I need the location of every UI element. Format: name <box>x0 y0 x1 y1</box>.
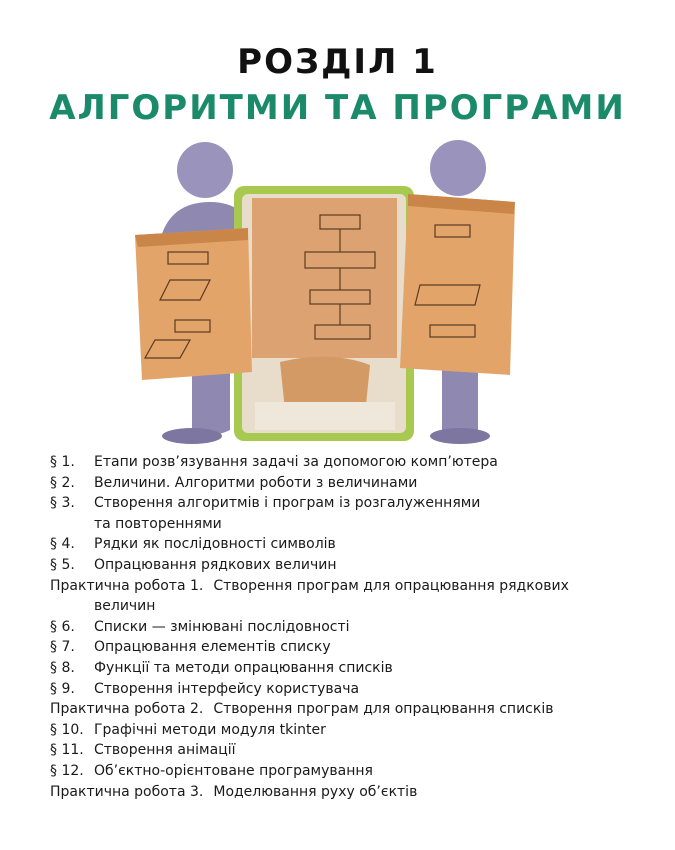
toc-item-number: § 10. <box>50 721 84 738</box>
toc-item-title: Величини. Алгоритми роботи з величинами <box>94 474 418 491</box>
toc-item-title-line: Створення алгоритмів і програм із розгалуженнями <box>94 495 481 512</box>
chapter-illustration <box>130 140 530 445</box>
toc-item[interactable] <box>50 740 630 761</box>
toc-item[interactable] <box>50 473 630 494</box>
toc-practical-2[interactable] <box>50 699 630 720</box>
toc-item-number: § 4. <box>50 536 75 553</box>
toc-item-number: § 1. <box>50 454 75 470</box>
toc-item-number: § 2. <box>50 474 75 491</box>
toc-item[interactable] <box>50 617 630 638</box>
toc-item-number: § 12. <box>50 762 84 779</box>
toc-item[interactable] <box>50 637 630 658</box>
toc-item-number: § 9. <box>50 680 75 697</box>
left-parchment <box>135 228 252 380</box>
toc-item-number: § 3. <box>50 495 75 512</box>
practical-label: Практична робота 1. <box>50 577 204 594</box>
practical-label: Практична робота 2. <box>50 701 204 718</box>
toc-practical-1[interactable] <box>50 576 630 617</box>
toc-item[interactable] <box>50 452 630 473</box>
toc-item-title: Графічні методи модуля tkinter <box>94 721 326 738</box>
toc-item-title: Створення інтерфейсу користувача <box>94 680 360 697</box>
practical-title-continued: величин <box>94 598 156 615</box>
toc-item[interactable] <box>50 679 630 700</box>
toc-item[interactable] <box>50 761 630 782</box>
toc-practical-3[interactable] <box>50 782 630 803</box>
practical-label: Практична робота 3. <box>50 783 204 800</box>
toc-item-number: § 5. <box>50 556 75 573</box>
toc-item-title: Створення анімації <box>94 742 236 759</box>
toc-item-title: Списки — змінювані послідовності <box>94 618 350 635</box>
chapter-title: АЛГОРИТМИ ТА ПРОГРАМИ <box>49 88 626 128</box>
toc-item-title: Етапи розв’язування задачі за допомогою комп’ютера <box>94 454 498 470</box>
toc-item-title <box>94 493 630 534</box>
toc-item-number: § 8. <box>50 659 75 676</box>
table-of-contents <box>50 452 630 802</box>
toc-item-title: Рядки як послідовності символів <box>94 536 336 553</box>
practical-title: Створення програм для опрацювання списків <box>213 701 554 718</box>
toc-item[interactable] <box>50 720 630 741</box>
toc-item-number: § 11. <box>50 742 84 759</box>
practical-title: Моделювання руху об’єктів <box>213 783 418 800</box>
right-parchment <box>400 194 515 375</box>
toc-item-title-line: та повтореннями <box>94 515 222 532</box>
toc-item-title: Опрацювання рядкових величин <box>94 556 337 573</box>
toc-item-title: Об’єктно-орієнтоване програмування <box>94 762 373 779</box>
toc-item[interactable] <box>50 493 630 534</box>
toc-item-title: Функції та методи опрацювання списків <box>94 659 393 676</box>
toc-item-number: § 6. <box>50 618 75 635</box>
toc-item[interactable] <box>50 658 630 679</box>
toc-item[interactable] <box>50 555 630 576</box>
section-label: РОЗДІЛ 1 <box>237 42 438 82</box>
center-frame <box>234 186 414 441</box>
toc-item-title: Опрацювання елементів списку <box>94 639 331 656</box>
practical-title: Створення програм для опрацювання рядкових <box>213 577 569 594</box>
toc-item[interactable] <box>50 534 630 555</box>
toc-item-number: § 7. <box>50 639 75 656</box>
